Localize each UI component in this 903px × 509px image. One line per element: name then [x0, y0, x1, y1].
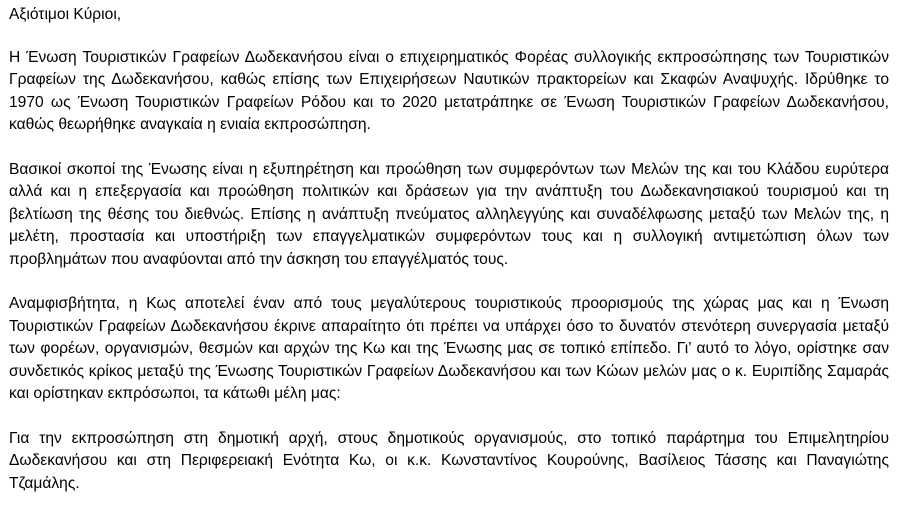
paragraph-representatives: Για την εκπροσώπηση στη δημοτική αρχή, στους δημοτικούς οργανισμούς, στο τοπικό παράρτημα του Επιμελητηρίου Δωδεκανήσου και στη Περιφερειακή Ενότητα Κω, οι κ.κ. Κωνσταντίνος Κουρούνης, Βασίλειος Τάσσης και Παναγιώτης Τζαμάλης.: [9, 429, 889, 492]
paragraph-about-union: Η Ένωση Τουριστικών Γραφείων Δωδεκανήσου είναι ο επιχειρηματικός Φορέας συλλογικής εκπροσώπησης των Τουριστικών Γραφείων της Δωδεκανήσου, καθώς επίσης των Επιχειρήσεων Ναυτικών πρακτορείων και Σκαφών Αναψυχής. Ιδρύθηκε το 1970 ως Ένωση Τουριστικών Γραφείων Ρόδου και το 2020 μετατράπηκε σε Ένωση Τουριστικών Γραφείων Δωδεκανήσου, καθώς θεωρήθηκε αναγκαία η ενιαία εκπροσώπηση.: [9, 48, 889, 133]
paragraph-union-goals: Βασικοί σκοποί της Ένωσης είναι η εξυπηρέτηση και προώθηση των συμφερόντων των Μελών της και του Κλάδου ευρύτερα αλλά και η επεξεργασία και προώθηση πολιτικών και δράσεων για την ανάπτυξη του Δωδεκανησιακού τουρισμού και τη βελτίωση της θέσης του διεθνώς. Επίσης η ανάπτυξη πνεύματος αλληλεγγύης και συναδέλφωσης μεταξύ των Μελών της, η μελέτη, προστασία και υποστήριξη των επαγγελματικών συμφερόντων τους και η συλλογική αντιμετώπιση όλων των προβλημάτων που αναφύονται από την άσκηση του επαγγέλματός τους.: [9, 160, 889, 268]
paragraph-kos-cooperation: Αναμφισβήτητα, η Κως αποτελεί έναν από τους μεγαλύτερους τουριστικούς προορισμούς της χώρας μας και η Ένωση Τουριστικών Γραφείων Δωδεκανήσου έκρινε απαραίτητο ότι πρέπει να υπάρχει όσο το δυνατόν στενότερη συνεργασία μεταξύ των φορέων, οργανισμών, θεσμών και αρχών της Κω και της Ένωσης μας σε τοπικό επίπεδο. Γι’ αυτό το λόγο, ορίστηκε σαν συνδετικός κρίκος μεταξύ της Ένωσης Τουριστικών Γραφείων Δωδεκανήσου και των Κώων μελών μας ο κ. Ευριπίδης Σαμαράς και ορίστηκαν εκπρόσωποι, τα κάτωθι μέλη μας:: [9, 295, 889, 402]
letter-salutation: Αξιότιμοι Κύριοι,: [9, 6, 122, 23]
